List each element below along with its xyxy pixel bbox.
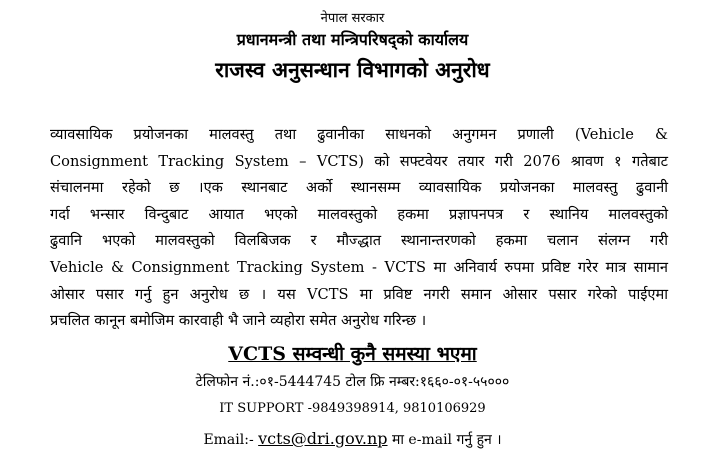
contact-heading: VCTS सम्वन्धी कुनै समस्या भएमा [228,343,477,365]
email-prefix: Email:- [203,432,259,448]
notice-line: गर्दा भन्सार विन्दुबाट आयात भएको मालवस्तुको हकमा प्रज्ञापनपत्र र स्थानिय मालवस्तुको [50,205,668,223]
office-name: प्रधानमन्त्री तथा मन्त्रिपरिषद्को कार्यालय [236,30,469,49]
notice-line: संचालनमा रहेको छ ।एक स्थानबाट अर्को स्थानसम्म व्यावसायिक प्रयोजनका मालवस्तु ढुवानी [50,179,668,197]
notice-line: प्रचलित कानून बमोजिम कारवाही भै जाने व्यहोरा समेत अनुरोध गरिन्छ । [50,312,427,330]
notice-line: व्यावसायिक प्रयोजनका मालवस्तु तथा ढुवानीका साधनको अनुगमन प्रणाली (Vehicle & [50,126,668,143]
notice-line: ओसार पसार गर्नु हुन अनुरोध छ । यस VCTS मा प्रविष्ट नगरी समान ओसार पसार गरेको पाईएमा [50,285,668,303]
it-support-numbers: IT SUPPORT -9849398914, 9810106929 [219,401,486,416]
email-link[interactable]: vcts@dri.gov.np [258,429,388,448]
email-suffix: मा e-mail गर्नु हुन । [387,432,502,448]
notice-line: Consignment Tracking System – VCTS) को सफ्टवेयर तयार गरी 2076 श्रावण १ गतेबाट [50,152,668,170]
notice-body [50,122,668,335]
government-name: नेपाल सरकार [320,11,385,26]
phone-numbers: टेलिफोन नं.:०१-5444745 टोल फ्रि नम्बर:१६६०-०१-५५००० [195,374,510,390]
email-line [0,429,705,449]
notice-line: Vehicle & Consignment Tracking System - VCTS मा अनिवार्य रुपमा प्रविष्ट गरेर मात्र सामान [50,258,668,276]
page-title: राजस्व अनुसन्धान विभागको अनुरोध [215,57,490,82]
notice-line: ढुवानि भएको मालवस्तुको विलबिजक र मौज्द्धात स्थानान्तरणको हकमा चलान संलग्न गरी [50,232,668,250]
